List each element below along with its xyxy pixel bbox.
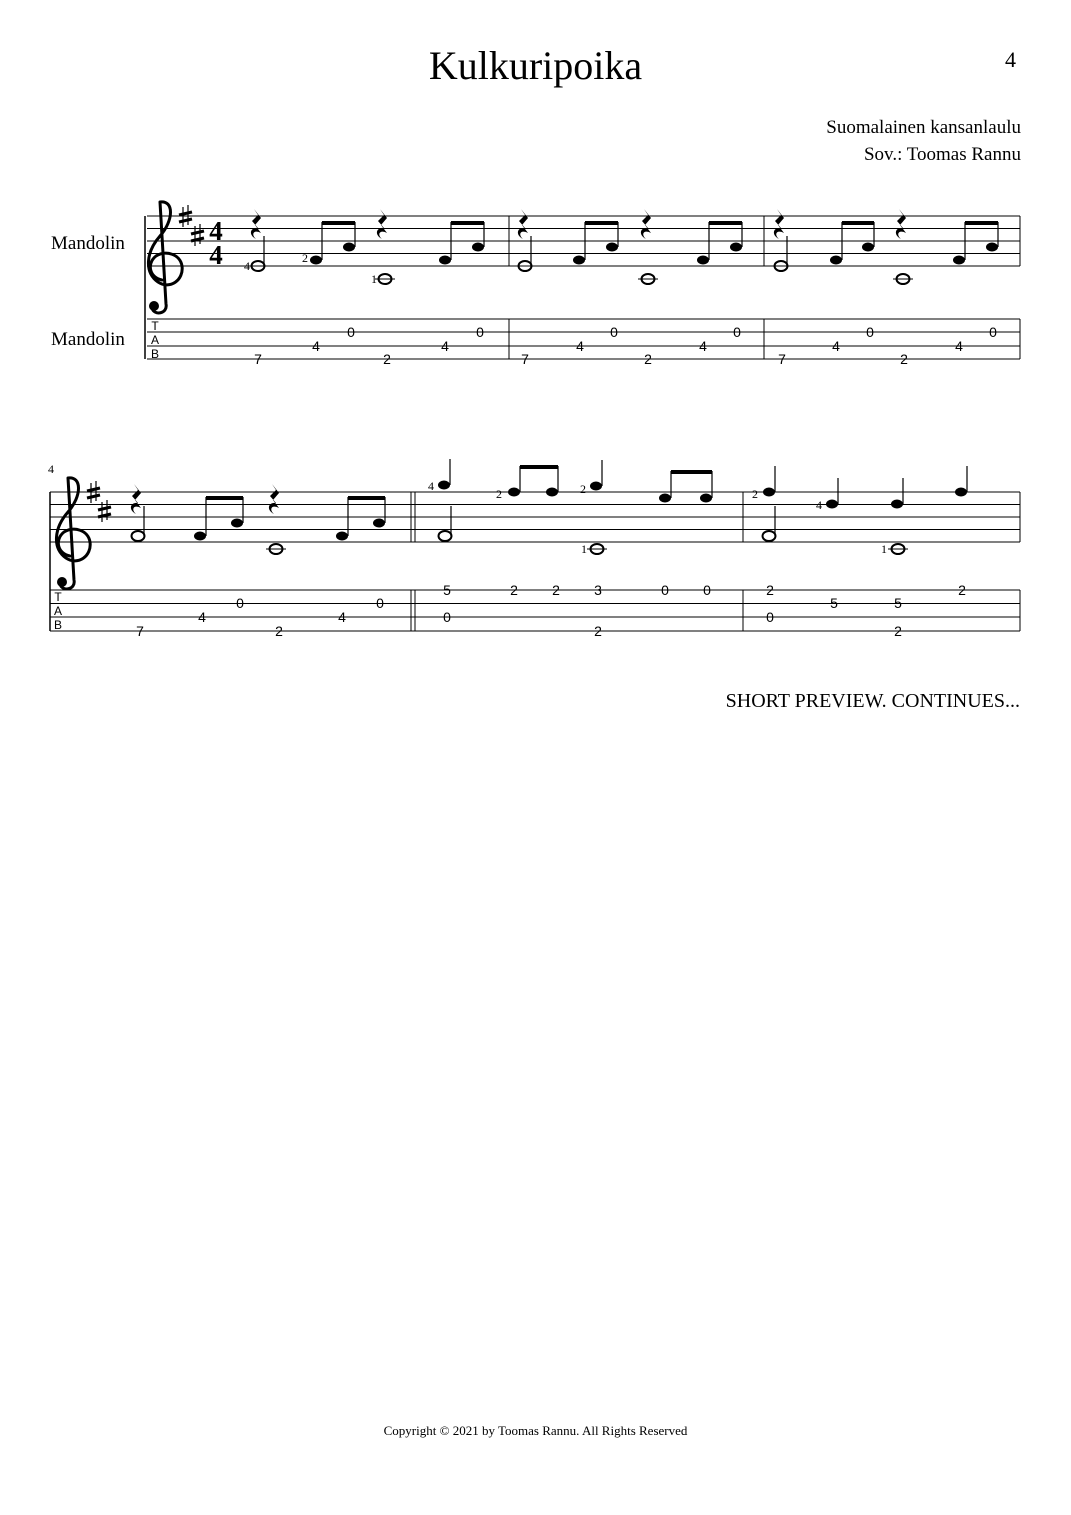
eighth-note <box>573 256 585 265</box>
tab-number: 0 <box>766 609 774 625</box>
time-signature <box>209 216 223 270</box>
tab-number: 4 <box>338 609 346 625</box>
tab-number: 7 <box>254 351 262 367</box>
fingering: 2 <box>580 482 586 496</box>
tab-clef-letter: T <box>54 590 62 604</box>
quarter-rest-icon <box>641 209 651 239</box>
measure-4-notation <box>131 484 385 554</box>
tab-clef-letter: A <box>53 604 63 618</box>
tab-clef <box>151 319 159 361</box>
tab-clef-letter: B <box>53 618 63 632</box>
eighth-note <box>862 243 874 252</box>
quarter-note <box>955 488 967 497</box>
quarter-note <box>763 488 775 497</box>
measure-1-notation <box>244 209 484 286</box>
tab-number: 0 <box>476 324 484 340</box>
fingering: 1 <box>371 272 377 286</box>
eighth-note <box>953 256 965 265</box>
measure-2-notation <box>518 209 742 284</box>
page-number: 4 <box>1005 47 1016 72</box>
time-signature-denominator: 4 <box>209 240 223 270</box>
fingering: 4 <box>816 498 822 512</box>
tab-number: 4 <box>312 338 320 354</box>
tab-number: 2 <box>958 582 966 598</box>
system-1 <box>145 202 1020 367</box>
eighth-note <box>439 256 451 265</box>
treble-clef-icon <box>56 478 90 589</box>
tab-number: 4 <box>832 338 840 354</box>
quarter-rest-icon <box>251 209 261 239</box>
tab-number: 0 <box>733 324 741 340</box>
tab-clef-letter: T <box>151 319 159 333</box>
eighth-note <box>986 243 998 252</box>
tab-number: 2 <box>275 623 283 639</box>
tab-number: 2 <box>900 351 908 367</box>
quarter-rest-icon <box>269 484 279 514</box>
tab-number: 4 <box>699 338 707 354</box>
tab-number: 7 <box>521 351 529 367</box>
tab-number: 0 <box>347 324 355 340</box>
sharp-c-icon <box>98 500 111 522</box>
eighth-note <box>830 256 842 265</box>
fingering: 2 <box>752 487 758 501</box>
quarter-rest-icon <box>131 484 141 514</box>
fingering: 4 <box>428 479 434 493</box>
fingering: 4 <box>244 259 250 273</box>
tab-number: 2 <box>510 582 518 598</box>
sharp-c-icon <box>191 224 204 246</box>
tab-number: 2 <box>766 582 774 598</box>
eighth-note <box>606 243 618 252</box>
eighth-note <box>310 256 322 265</box>
quarter-rest-icon <box>377 209 387 239</box>
composer-credit: Suomalainen kansanlaulu <box>826 117 1021 138</box>
half-note <box>439 531 452 541</box>
tab-fret-numbers <box>136 582 966 639</box>
tab-number: 2 <box>644 351 652 367</box>
tab-lines <box>50 590 1020 631</box>
tab-number: 5 <box>443 582 451 598</box>
tab-number: 4 <box>441 338 449 354</box>
arranger-credit: Sov.: Toomas Rannu <box>863 144 1021 165</box>
eighth-note <box>231 519 243 528</box>
tab-number: 4 <box>198 609 206 625</box>
tab-number: 0 <box>866 324 874 340</box>
tab-number: 2 <box>594 623 602 639</box>
measure-3-notation <box>774 209 998 284</box>
half-note <box>132 531 145 541</box>
tab-number: 0 <box>703 582 711 598</box>
eighth-note <box>336 532 348 541</box>
tab-number: 2 <box>552 582 560 598</box>
fingering: 1 <box>881 542 887 556</box>
eighth-note <box>373 519 385 528</box>
copyright-notice: Copyright © 2021 by Toomas Rannu. All Rights Reserved <box>383 1423 688 1438</box>
instrument-label-staff: Mandolin <box>51 233 125 254</box>
eighth-note <box>508 488 520 497</box>
page-title: Kulkuripoika <box>428 43 643 88</box>
system-2 <box>50 459 1020 639</box>
fingering: 1 <box>581 542 587 556</box>
eighth-note <box>697 256 709 265</box>
eighth-note <box>472 243 484 252</box>
preview-notice: SHORT PREVIEW. CONTINUES... <box>725 690 1020 712</box>
quarter-rest-icon <box>774 209 784 239</box>
eighth-note <box>546 488 558 497</box>
quarter-note <box>891 500 903 509</box>
time-signature-numerator: 4 <box>209 216 223 246</box>
tab-number: 4 <box>955 338 963 354</box>
quarter-rest-icon <box>518 209 528 239</box>
tab-number: 0 <box>661 582 669 598</box>
tab-number: 0 <box>236 595 244 611</box>
measure-number: 4 <box>48 462 54 476</box>
tab-number: 2 <box>894 623 902 639</box>
tab-number: 7 <box>136 623 144 639</box>
quarter-note <box>438 481 450 490</box>
eighth-note <box>194 532 206 541</box>
tab-number: 3 <box>594 582 602 598</box>
quarter-note <box>590 482 602 491</box>
fingering: 2 <box>302 251 308 265</box>
half-note <box>763 531 776 541</box>
tab-number: 2 <box>383 351 391 367</box>
tab-number: 5 <box>830 595 838 611</box>
eighth-note <box>343 243 355 252</box>
eighth-note <box>700 494 712 503</box>
tab-clef <box>54 590 62 632</box>
tab-number: 5 <box>894 595 902 611</box>
tab-number: 7 <box>778 351 786 367</box>
tab-number: 4 <box>576 338 584 354</box>
eighth-note <box>730 243 742 252</box>
instrument-label-tab: Mandolin <box>51 329 125 350</box>
tab-number: 0 <box>376 595 384 611</box>
quarter-rest-icon <box>896 209 906 239</box>
tab-number: 0 <box>989 324 997 340</box>
tab-number: 0 <box>610 324 618 340</box>
quarter-note <box>826 500 838 509</box>
tab-clef-letter: B <box>150 347 160 361</box>
measure-5-notation <box>428 459 712 556</box>
eighth-note <box>659 494 671 503</box>
fingering: 2 <box>496 487 502 501</box>
tab-number: 0 <box>443 609 451 625</box>
tab-clef-letter: A <box>150 333 160 347</box>
treble-clef-icon <box>148 202 182 313</box>
